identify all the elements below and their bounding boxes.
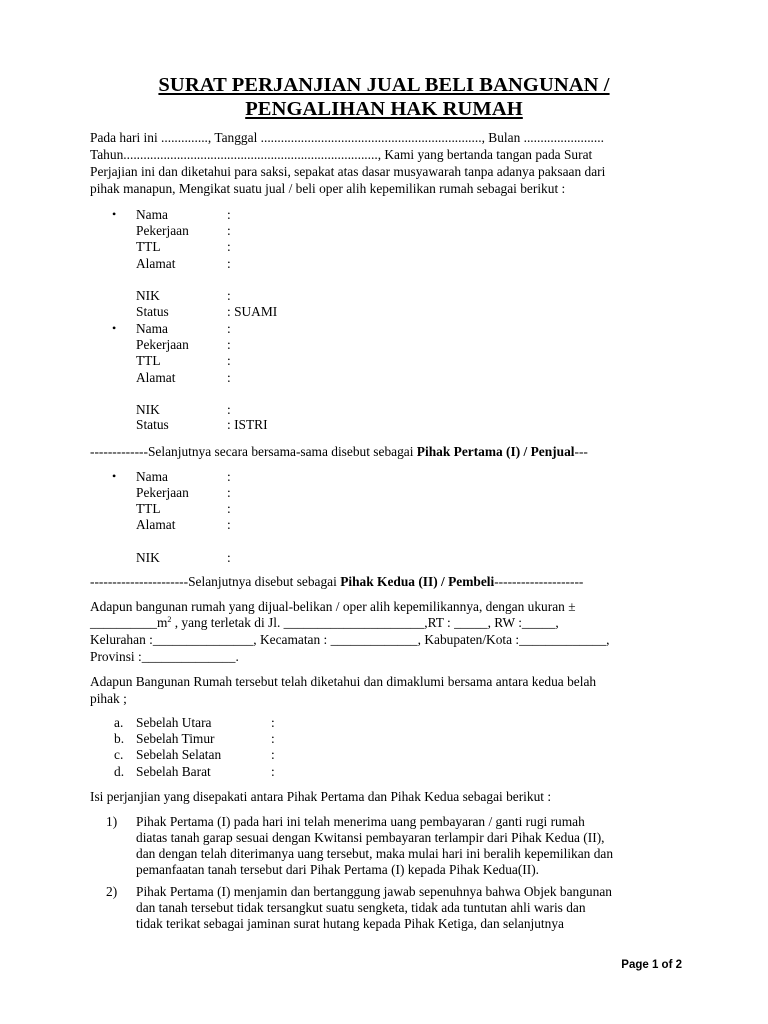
field-label-alamat: Alamat bbox=[136, 517, 176, 532]
field-status-value: : ISTRI bbox=[227, 417, 268, 432]
document-title-line-2: PENGALIHAN HAK RUMAH bbox=[245, 98, 523, 120]
field-label-alamat: Alamat bbox=[136, 370, 176, 385]
caption-prefix: -------------Selanjutnya secara bersama-sama disebut sebagai bbox=[90, 444, 417, 459]
field-colon: : bbox=[227, 469, 231, 484]
boundary-label: Sebelah Utara bbox=[136, 715, 212, 730]
field-colon: : bbox=[227, 485, 231, 500]
area-unit-superscript: 2 bbox=[167, 615, 172, 624]
clause-line: dan dengan telah diterimanya uang tersebut, maka mulai hari ini beralih kepemilikan dan bbox=[136, 846, 614, 861]
field-label-ttl: TTL bbox=[136, 239, 161, 254]
field-label-pekerjaan: Pekerjaan bbox=[136, 223, 189, 238]
field-colon: : bbox=[227, 256, 231, 271]
field-colon: : bbox=[227, 337, 231, 352]
party-two-caption bbox=[90, 573, 583, 590]
bullet-marker: • bbox=[112, 469, 117, 483]
field-colon: : bbox=[227, 550, 231, 565]
field-label-pekerjaan: Pekerjaan bbox=[136, 337, 189, 352]
clause-line: Pihak Pertama (I) menjamin dan bertanggung jawab sepenuhnya bahwa Objek bangunan bbox=[136, 884, 612, 899]
field-label-status: Status bbox=[136, 304, 169, 319]
field-label-nik: NIK bbox=[136, 402, 160, 417]
clause-number: 2) bbox=[106, 884, 118, 899]
boundary-colon: : bbox=[271, 764, 275, 779]
address-blanks: , yang terletak di Jl. _____________________,RT : _____, RW :_____, bbox=[171, 615, 559, 630]
field-colon: : bbox=[227, 370, 231, 385]
field-label-nama: Nama bbox=[136, 469, 168, 484]
field-colon: : bbox=[227, 288, 231, 303]
boundary-colon: : bbox=[271, 715, 275, 730]
intro-line: Tahun............................................................................, Kami yang bertanda tangan pada Surat bbox=[90, 147, 593, 162]
bullet-marker: • bbox=[112, 207, 117, 221]
intro-line: Perjajian ini dan diketahui para saksi, sepakat atas dasar musyawarah tanpa adanya paksaan dari bbox=[90, 164, 606, 179]
party-one-caption bbox=[90, 443, 588, 460]
page-number: Page 1 of 2 bbox=[621, 959, 682, 971]
caption-suffix: -------------------- bbox=[494, 574, 584, 589]
clause-line: pemanfaatan tanah tersebut dari Pihak Pertama (I) kepada Pihak Kedua(II). bbox=[136, 862, 540, 877]
agreement-intro: Isi perjanjian yang disepakati antara Pihak Pertama dan Pihak Kedua sebagai berikut : bbox=[90, 789, 552, 804]
clause-number: 1) bbox=[106, 814, 118, 829]
clause-line: tidak terikat sebagai jaminan surat hutang kepada Pihak Ketiga, dan selanjutnya bbox=[136, 916, 564, 931]
field-label-ttl: TTL bbox=[136, 501, 161, 516]
field-colon: : bbox=[227, 517, 231, 532]
field-label-nama: Nama bbox=[136, 207, 168, 222]
document-title-line-1: SURAT PERJANJIAN JUAL BELI BANGUNAN / bbox=[158, 74, 610, 96]
field-colon: : bbox=[227, 353, 231, 368]
clause-line: dan tanah tersebut tidak tersangkut suatu sengketa, tidak ada tuntutan ahli waris dan bbox=[136, 900, 586, 915]
caption-party-name: Pihak Kedua (II) / Pembeli bbox=[340, 574, 495, 589]
intro-line: Pada hari ini .............., Tanggal .................................................................., Bulan ........................ bbox=[90, 130, 604, 145]
building-line: Provinsi :______________. bbox=[90, 649, 239, 664]
field-colon: : bbox=[227, 501, 231, 516]
area-blank: __________m bbox=[90, 615, 168, 630]
building-line: Kelurahan :_______________, Kecamatan : _____________, Kabupaten/Kota :_____________, bbox=[90, 632, 610, 647]
list-marker: a. bbox=[114, 715, 124, 730]
intro-line: pihak manapun, Mengikat suatu jual / beli oper alih kepemilikan rumah sebagai berikut : bbox=[90, 181, 566, 196]
building-line: Adapun bangunan rumah yang dijual-belikan / oper alih kepemilikannya, dengan ukuran ± bbox=[90, 599, 576, 614]
field-label-pekerjaan: Pekerjaan bbox=[136, 485, 189, 500]
boundaries-intro-line: Adapun Bangunan Rumah tersebut telah diketahui dan dimaklumi bersama antara kedua belah bbox=[90, 674, 597, 689]
boundary-colon: : bbox=[271, 731, 275, 746]
field-colon: : bbox=[227, 239, 231, 254]
list-marker: c. bbox=[114, 747, 124, 762]
field-label-ttl: TTL bbox=[136, 353, 161, 368]
field-colon: : bbox=[227, 207, 231, 222]
field-label-status: Status bbox=[136, 417, 169, 432]
field-colon: : bbox=[227, 402, 231, 417]
field-label-nama: Nama bbox=[136, 321, 168, 336]
boundary-label: Sebelah Selatan bbox=[136, 747, 222, 762]
list-marker: d. bbox=[114, 764, 125, 779]
field-label-nik: NIK bbox=[136, 550, 160, 565]
boundaries-intro-line: pihak ; bbox=[90, 691, 127, 706]
caption-suffix: --- bbox=[574, 444, 588, 459]
clause-line: diatas tanah garap sesuai dengan Kwitansi pembayaran terlampir dari Pihak Kedua (II), bbox=[136, 830, 605, 845]
field-label-nik: NIK bbox=[136, 288, 160, 303]
caption-party-name: Pihak Pertama (I) / Penjual bbox=[416, 444, 575, 459]
boundary-colon: : bbox=[271, 747, 275, 762]
list-marker: b. bbox=[114, 731, 125, 746]
boundary-label: Sebelah Barat bbox=[136, 764, 211, 779]
building-line bbox=[90, 614, 559, 631]
field-label-alamat: Alamat bbox=[136, 256, 176, 271]
field-status-value: : SUAMI bbox=[227, 304, 278, 319]
caption-prefix: ----------------------Selanjutnya disebut sebagai bbox=[90, 574, 341, 589]
bullet-marker: • bbox=[112, 321, 117, 335]
boundary-label: Sebelah Timur bbox=[136, 731, 215, 746]
clause-line: Pihak Pertama (I) pada hari ini telah menerima uang pembayaran / ganti rugi rumah bbox=[136, 814, 585, 829]
field-colon: : bbox=[227, 321, 231, 336]
field-colon: : bbox=[227, 223, 231, 238]
